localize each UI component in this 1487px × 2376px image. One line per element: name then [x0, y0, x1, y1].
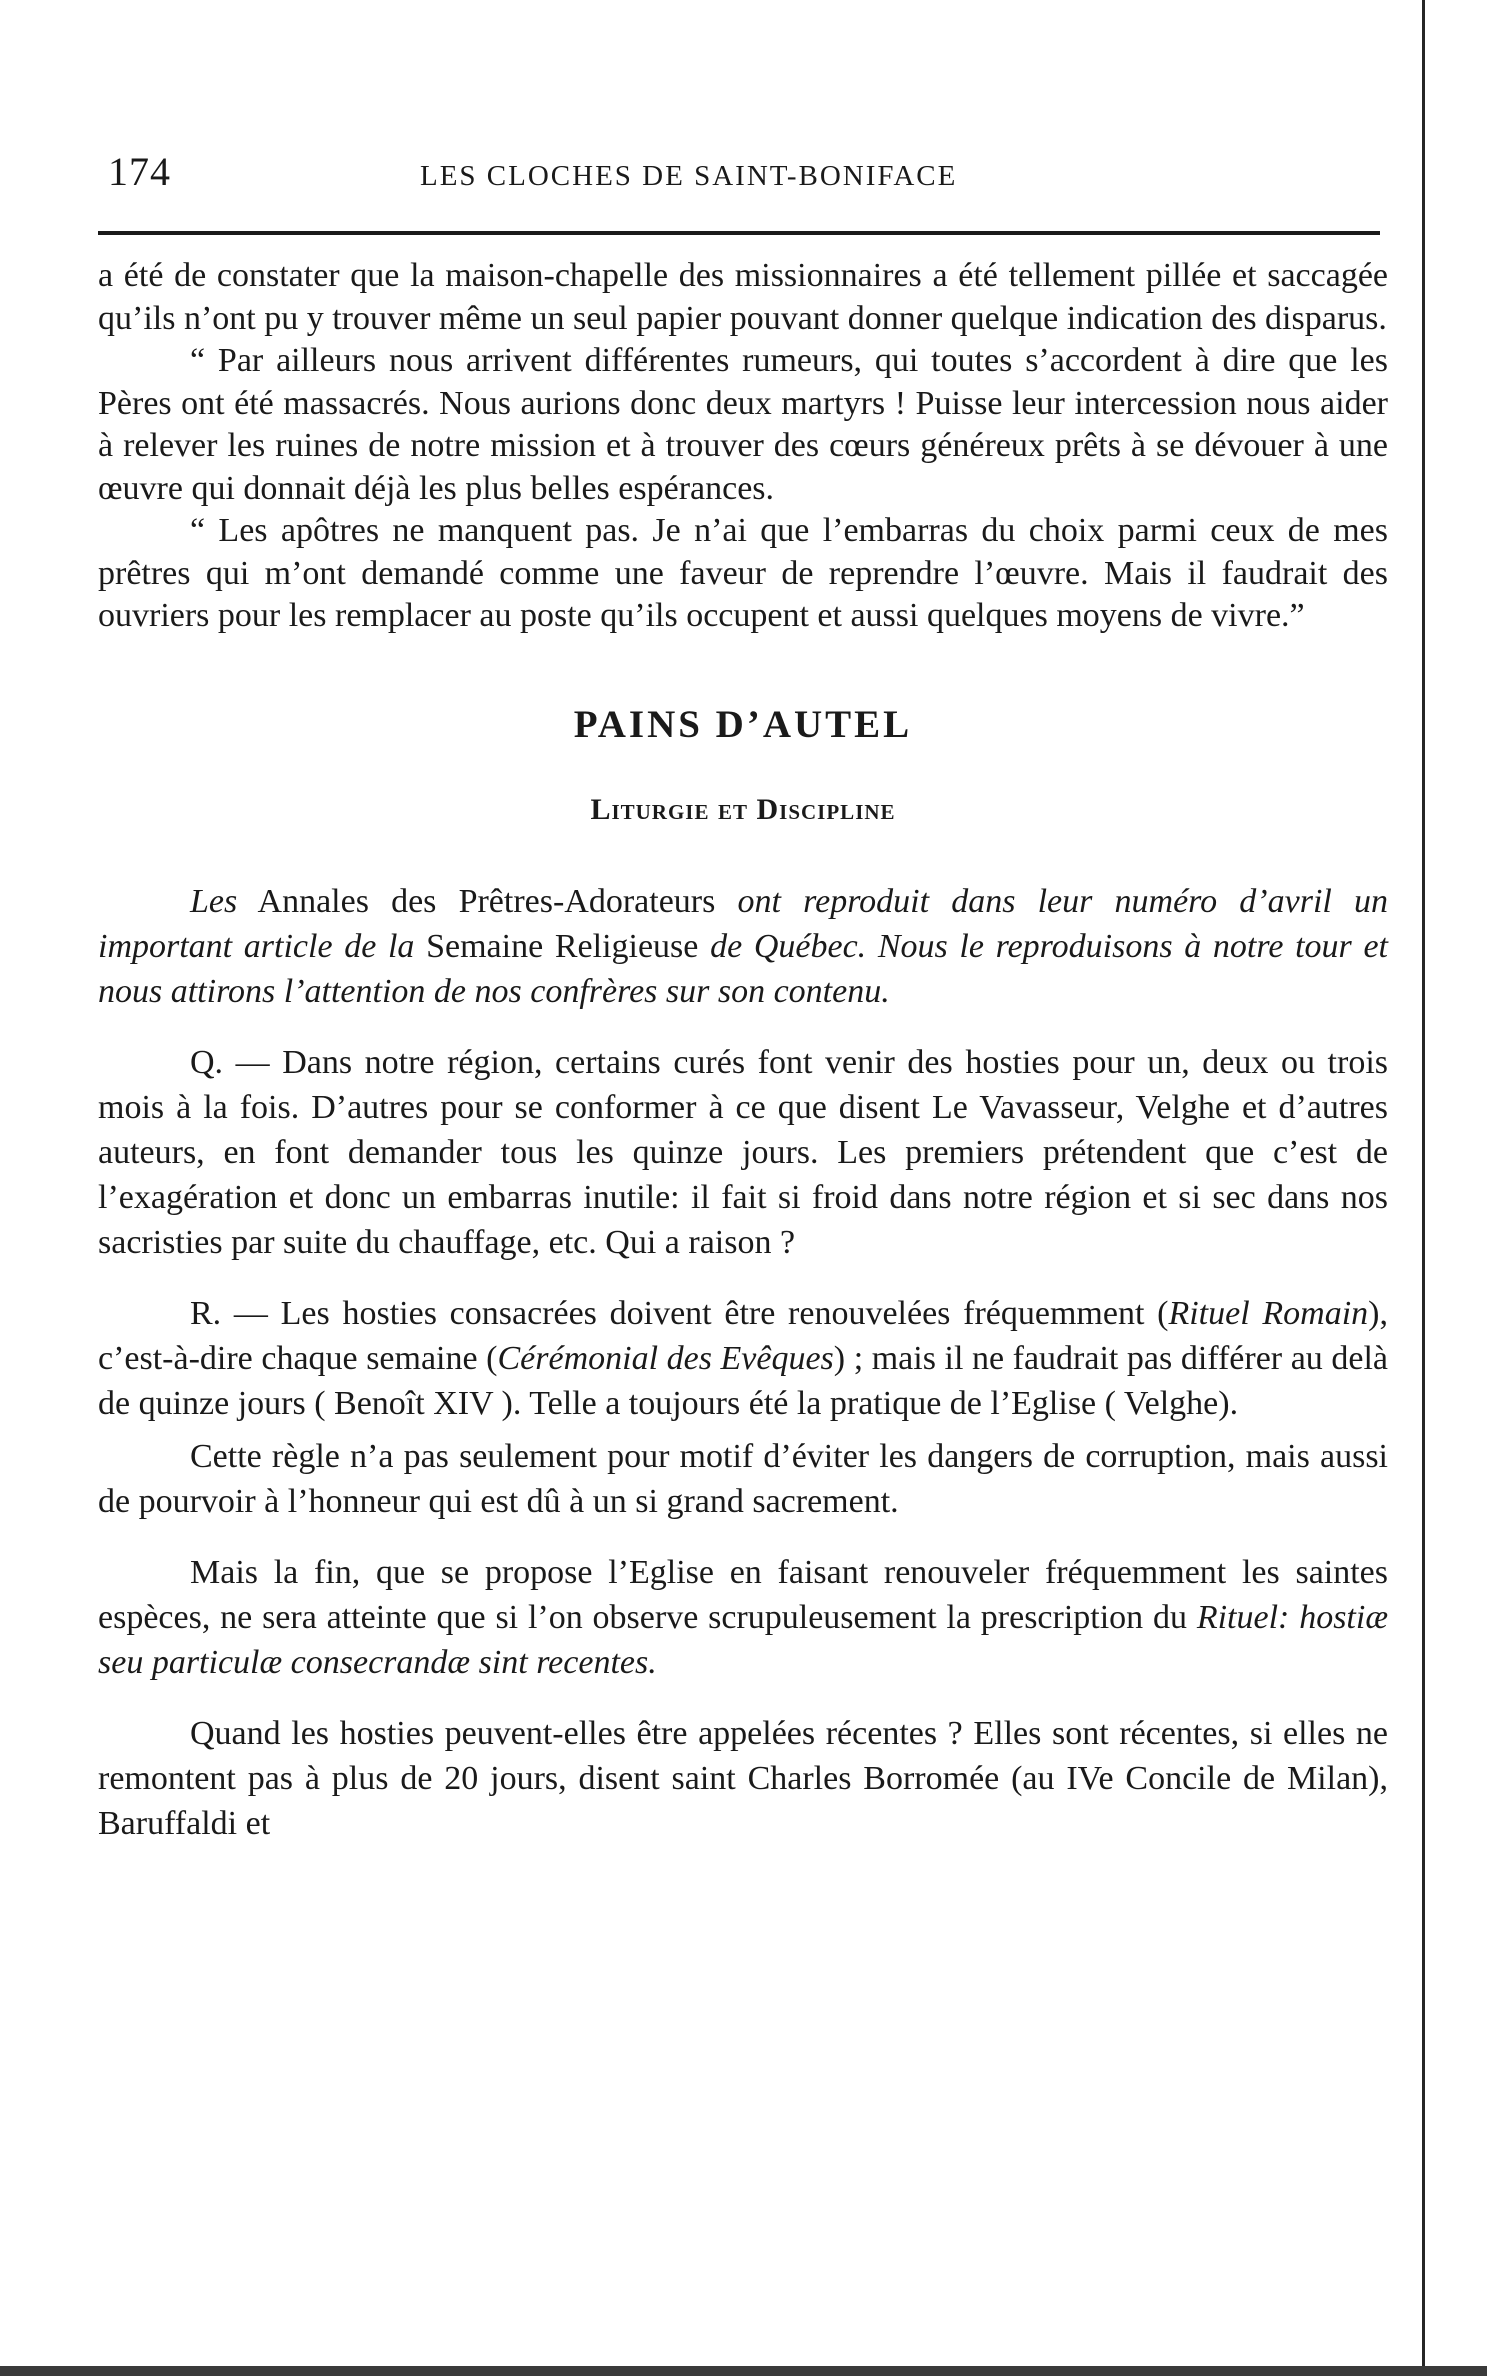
page-number: 174	[108, 149, 171, 194]
section-title: PAINS D’AUTEL	[573, 702, 913, 746]
page-edge-line	[1422, 0, 1425, 2376]
paragraph-apostles: “ Les apôtres ne manquent pas. Je n’ai que l’embarras du choix parmi ceux de mes prêtres qui m’ont demandé comme une faveur de reprendre l’œuvre. Mais il faudrait des ouvriers pour les remplacer au poste qu’ils occupent et aussi quelques moyens de vivre.”	[98, 512, 1388, 634]
intro-semaine-title: Semaine Religieuse	[414, 927, 711, 965]
paragraph-rumors: “ Par ailleurs nous arrivent différentes rumeurs, qui toutes s’accordent à dire que les Pères ont été massacrés. Nous aurions donc deux martyrs ! Puisse leur intercession nous aider à relever les ruines de notre mission et à trouver des cœurs généreux prêts à se dévouer à une œuvre qui donnait déjà les plus belles espérances.	[98, 342, 1388, 507]
answer-rituel-romain: Rituel Romain	[1168, 1294, 1369, 1332]
intro-annales-title: Annales des Prêtres-Adorateurs	[237, 882, 738, 920]
page-body	[98, 255, 1388, 1846]
scan-bottom-band	[0, 2366, 1487, 2376]
paragraph-question: Q. — Dans notre région, certains curés font venir des hosties pour un, deux ou trois mois à la fois. D’autres pour se conformer à ce que disent Le Vavasseur, Velghe et d’autres auteurs, en font demander tous les quinze jours. Les premiers prétendent que c’est de l’exagération et donc un embarras inutile: il fait si froid dans notre région et si sec dans nos sacristies par suite du chauffage, etc. Qui a raison ?	[98, 1043, 1388, 1261]
section-subtitle: Liturgie et Discipline	[590, 792, 896, 826]
intro-text: ont reproduit dans leur numéro d’avril un important article de la	[98, 882, 1388, 965]
intro-les: Les	[190, 882, 238, 920]
paragraph-rule: Cette règle n’a pas seulement pour motif d’éviter les dangers de corruption, mais aussi de pourvoir à l’honneur qui est dû à un si grand sacrement.	[98, 1437, 1388, 1520]
answer-ceremonial: Cérémonial des Evêques	[497, 1339, 834, 1377]
intro-text-end: de Québec. Nous le reproduisons à notre tour et nous attirons l’attention de nos confrères sur son contenu.	[98, 927, 1388, 1010]
answer-text-2: ), c’est-à-dire chaque semaine (	[98, 1294, 1388, 1377]
paragraph-answer	[98, 1291, 1388, 1426]
purpose-rituel-quote: Rituel: hostiæ seu particulæ consecrandæ sint recentes.	[98, 1598, 1388, 1681]
running-head: LES CLOCHES DE SAINT-BONIFACE	[420, 160, 958, 192]
answer-text-1: R. — Les hosties consacrées doivent être renouvelées fréquemment (	[190, 1294, 1169, 1332]
answer-text-3: ) ; mais il ne faudrait pas différer au delà de quinze jours ( Benoît XIV ). Telle a toujours été la pratique de l’Eglise ( Velghe).	[98, 1339, 1388, 1422]
paragraph-final: Quand les hosties peuvent-elles être appelées récentes ? Elles sont récentes, si elles ne remontent pas à plus de 20 jours, disent saint Charles Borromée (au IVe Concile de Milan), Baruffaldi et	[98, 1714, 1388, 1842]
paragraph-continuation: a été de constater que la maison-chapelle des missionnaires a été tellement pillée et saccagée qu’ils n’ont pu y trouver même un seul papier pouvant donner quelque indication des disparus.	[98, 257, 1388, 337]
header-rule	[98, 231, 1380, 235]
purpose-text: Mais la fin, que se propose l’Eglise en faisant renouveler fréquemment les saintes espèces, ne sera atteinte que si l’on observe scrupuleusement la prescription du	[98, 1553, 1388, 1636]
paragraph-purpose	[98, 1550, 1388, 1685]
paragraph-intro	[98, 879, 1388, 1014]
